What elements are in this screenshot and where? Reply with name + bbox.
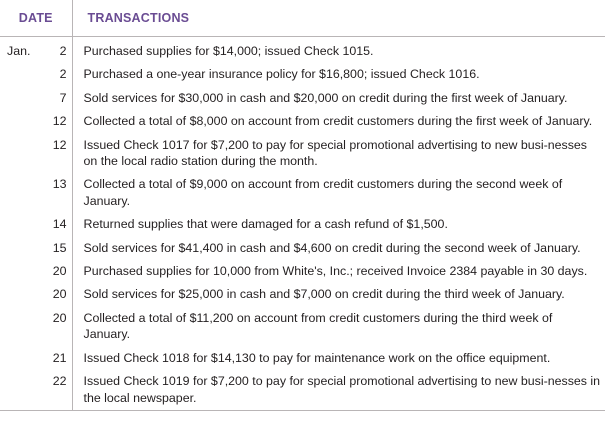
- day-cell: 20: [52, 310, 67, 325]
- day-cell: 20: [52, 287, 67, 302]
- month-cell: [0, 63, 42, 86]
- month-cell: [0, 307, 42, 347]
- table-row: [0, 87, 605, 110]
- table-row: [0, 260, 605, 283]
- month-cell: [0, 87, 42, 110]
- day-cell: 2: [59, 67, 67, 82]
- table-row: [0, 173, 605, 213]
- day-cell: 20: [52, 264, 67, 279]
- transaction-cell: Sold services for $25,000 in cash and $7,000 on credit during the third week of January.: [72, 283, 605, 306]
- transaction-cell: Purchased supplies for 10,000 from White's, Inc.; received Invoice 2384 payable in 30 days.: [72, 260, 605, 283]
- transaction-cell: Sold services for $41,400 in cash and $4,600 on credit during the second week of January.: [72, 237, 605, 260]
- day-cell: 2: [59, 44, 67, 58]
- transaction-cell: Collected a total of $9,000 on account from credit customers during the second week of January.: [72, 173, 605, 213]
- table-row: [0, 283, 605, 306]
- month-cell: Jan.: [7, 44, 31, 58]
- table-row: [0, 347, 605, 370]
- month-cell: [0, 110, 42, 133]
- day-cell: 21: [52, 350, 67, 365]
- day-cell: 14: [52, 217, 67, 232]
- month-cell: [0, 370, 42, 410]
- transaction-cell: Purchased supplies for $14,000; issued Check 1015.: [72, 37, 605, 64]
- table-row: [0, 63, 605, 86]
- day-cell: 7: [59, 90, 67, 105]
- table-row: [0, 134, 605, 174]
- day-cell: 15: [52, 240, 67, 255]
- month-cell: [0, 283, 42, 306]
- transaction-cell: Issued Check 1019 for $7,200 to pay for special promotional advertising to new busi-nesses in the local newspaper.: [72, 370, 605, 410]
- transactions-column-header: TRANSACTIONS: [72, 0, 605, 37]
- day-cell: 13: [52, 177, 67, 192]
- day-cell: 22: [42, 370, 72, 410]
- transaction-cell: Issued Check 1018 for $14,130 to pay for maintenance work on the office equipment.: [72, 347, 605, 370]
- date-column-header: DATE: [0, 0, 72, 37]
- table-row: [0, 213, 605, 236]
- month-cell: [0, 237, 42, 260]
- table-row: [0, 37, 605, 64]
- month-cell: [0, 347, 42, 370]
- transaction-cell: Collected a total of $11,200 on account from credit customers during the third week of January.: [72, 307, 605, 347]
- table-row: [0, 370, 605, 410]
- table-row: [0, 237, 605, 260]
- transaction-cell: Returned supplies that were damaged for a cash refund of $1,500.: [72, 213, 605, 236]
- header-row: [0, 0, 605, 37]
- transactions-body: [0, 37, 605, 411]
- table-row: [0, 110, 605, 133]
- transaction-cell: Issued Check 1017 for $7,200 to pay for special promotional advertising to new busi-nesses on the local radio station during the month.: [72, 134, 605, 174]
- transaction-cell: Purchased a one-year insurance policy for $16,800; issued Check 1016.: [72, 63, 605, 86]
- transaction-cell: Collected a total of $8,000 on account from credit customers during the first week of January.: [72, 110, 605, 133]
- transaction-cell: Sold services for $30,000 in cash and $20,000 on credit during the first week of January.: [72, 87, 605, 110]
- month-cell: [0, 134, 42, 174]
- day-cell: 12: [52, 137, 67, 152]
- table-row: [0, 307, 605, 347]
- day-cell: 12: [52, 114, 67, 129]
- month-cell: [0, 213, 42, 236]
- month-cell: [0, 173, 42, 213]
- month-cell: [0, 260, 42, 283]
